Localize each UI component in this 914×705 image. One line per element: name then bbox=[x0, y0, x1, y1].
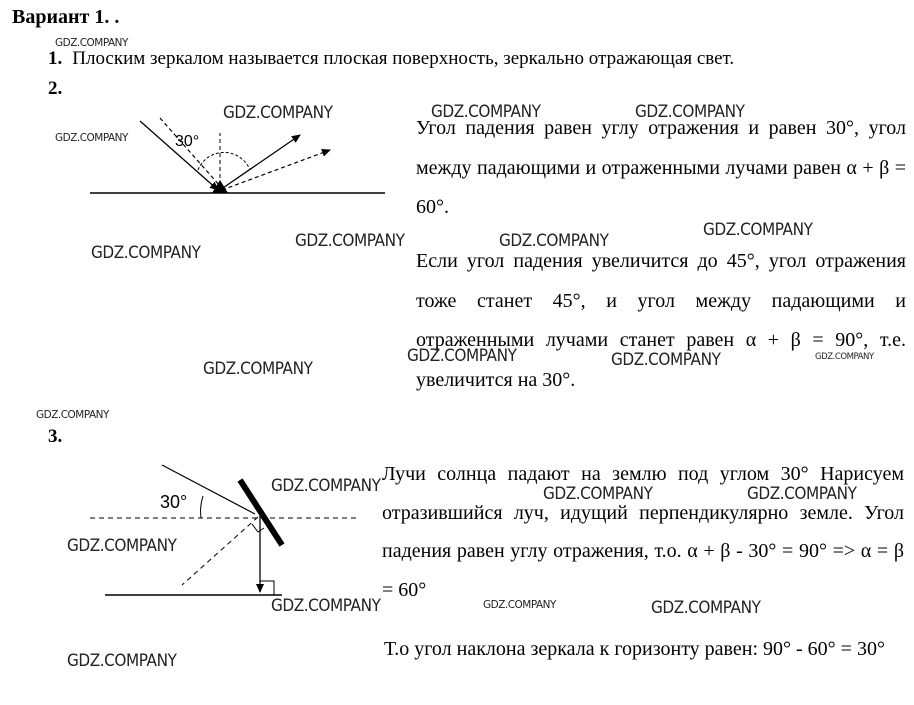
watermark: GDZ.COMPANY bbox=[67, 651, 177, 671]
watermark: GDZ.COMPANY bbox=[203, 359, 313, 379]
angle-arc bbox=[198, 152, 250, 170]
watermark: GDZ.COMPANY bbox=[271, 596, 381, 616]
watermark: GDZ.COMPANY bbox=[635, 102, 745, 122]
watermark: GDZ.COMPANY bbox=[651, 598, 761, 618]
watermark: GDZ.COMPANY bbox=[271, 476, 381, 496]
item-3-paragraph-2: Т.о угол наклона зеркала к горизонту равен: 90° - 60° = 30° bbox=[384, 638, 885, 660]
mirror-normal bbox=[182, 517, 258, 585]
figure-2-angle-label: 30° bbox=[175, 133, 200, 150]
watermark: GDZ.COMPANY bbox=[703, 220, 813, 240]
watermark: GDZ.COMPANY bbox=[91, 243, 201, 263]
watermark: GDZ.COMPANY bbox=[747, 484, 857, 504]
watermark: GDZ.COMPANY bbox=[295, 231, 405, 251]
item-3-paragraph-1: Лучи солнца падают на землю под углом 30° Нарисуем отразившийся луч, идущий перпендикулярно земле. Угол падения равен углу отражения, т.о. α + β - 30° = 90° => α = β = 60° bbox=[382, 463, 904, 601]
item-2-number: 2. bbox=[48, 78, 63, 99]
item-3-number: 3. bbox=[48, 426, 63, 447]
item-2-paragraph-1: Угол падения равен углу отражения и равен 30°, угол между падающими и отраженными лучами равен α + β = 60°. bbox=[416, 117, 906, 218]
angle-arc-2 bbox=[201, 496, 203, 518]
watermark: GDZ.COMPANY bbox=[407, 346, 517, 366]
watermark: GDZ.COMPANY bbox=[483, 598, 556, 611]
item-1-number: 1. bbox=[48, 48, 63, 69]
figure-3-angle-label: 30° bbox=[160, 492, 188, 512]
page-title: Вариант 1. . bbox=[12, 6, 120, 28]
watermark: GDZ.COMPANY bbox=[36, 408, 109, 421]
watermark: GDZ.COMPANY bbox=[543, 484, 653, 504]
watermark: GDZ.COMPANY bbox=[499, 231, 609, 251]
watermark: GDZ.COMPANY bbox=[55, 36, 128, 49]
right-angle-marks bbox=[252, 524, 274, 595]
watermark: GDZ.COMPANY bbox=[67, 536, 177, 556]
watermark: GDZ.COMPANY bbox=[815, 352, 874, 362]
watermark: GDZ.COMPANY bbox=[223, 103, 333, 123]
item-1-text: Плоским зеркалом называется плоская поверхность, зеркально отражающая свет. bbox=[72, 48, 735, 69]
watermark: GDZ.COMPANY bbox=[431, 102, 541, 122]
watermark: GDZ.COMPANY bbox=[55, 131, 128, 144]
watermark: GDZ.COMPANY bbox=[611, 350, 721, 370]
item-2-paragraph-2: Если угол падения увеличится до 45°, угол отражения тоже станет 45°, и угол между падающими и отраженными лучами станет равен α + β = 90°, т.е. увеличится на 30°. bbox=[416, 250, 906, 391]
incident-ray bbox=[140, 118, 220, 190]
reflected-ray bbox=[220, 135, 330, 190]
